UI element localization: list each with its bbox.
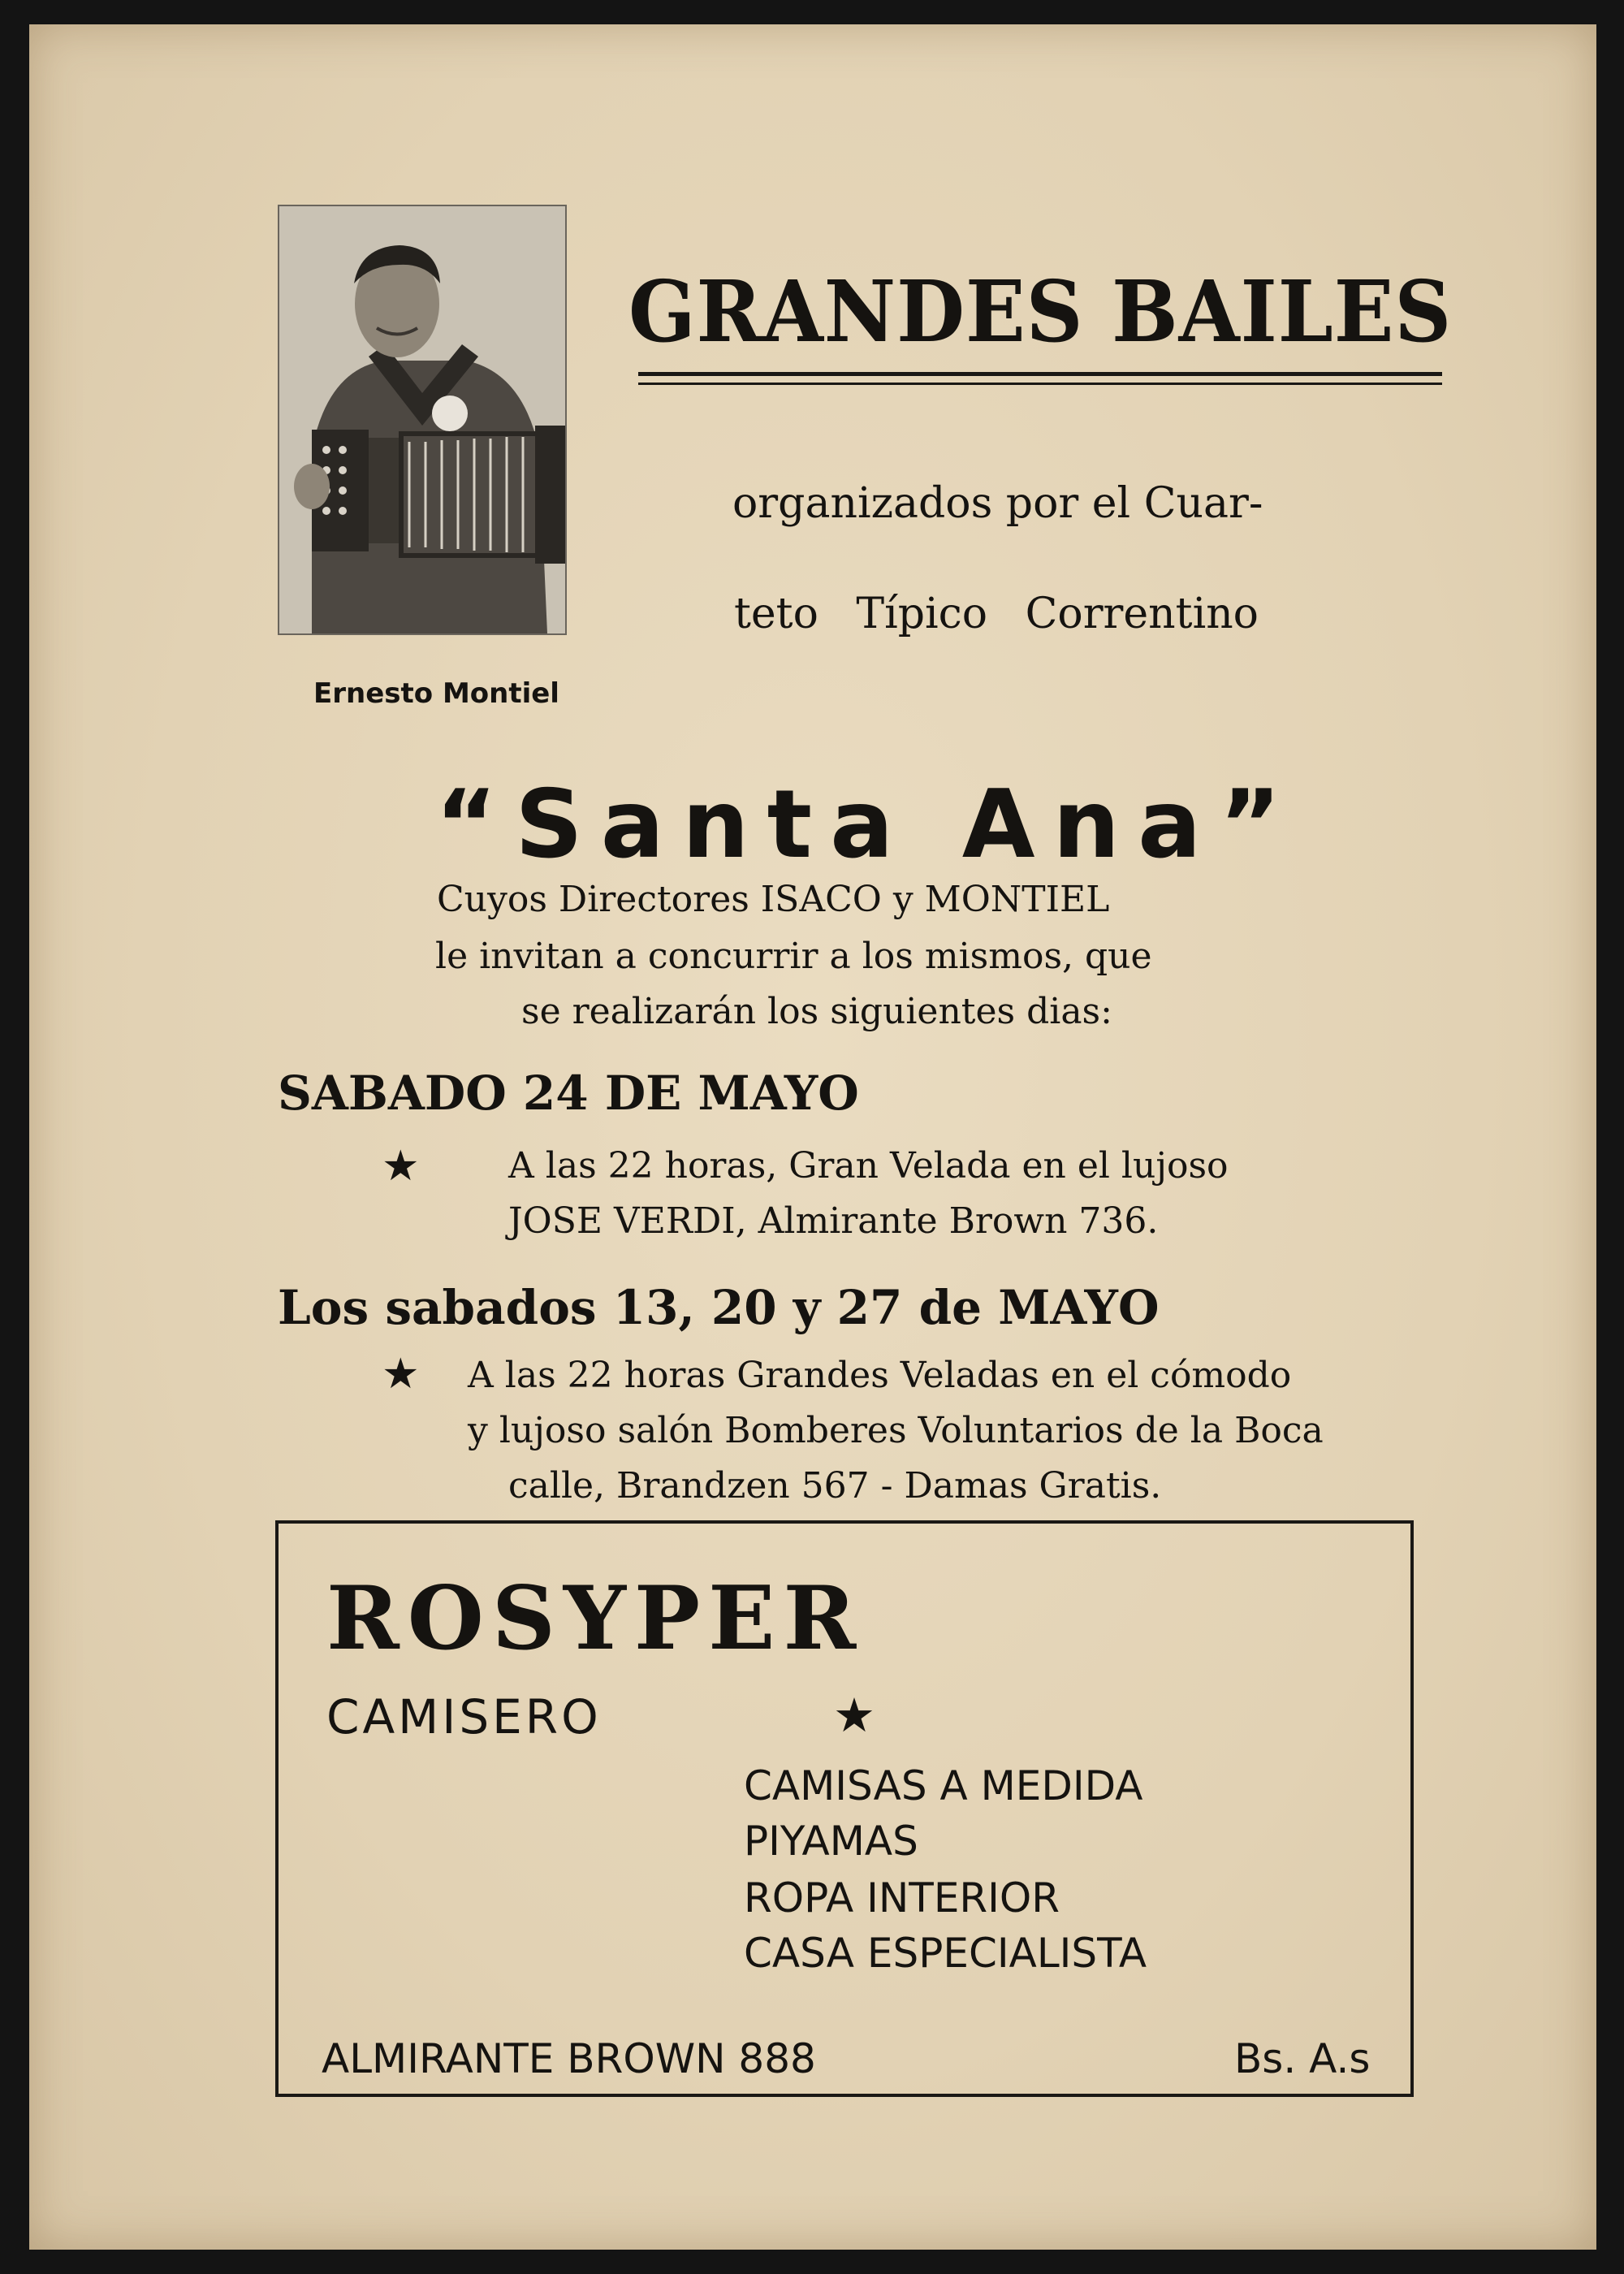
ad-address: ALMIRANTE BROWN 888 <box>322 2035 816 2082</box>
page-title: GRANDES BAILES <box>628 262 1453 361</box>
group-name: “Santa Ana” <box>435 770 1299 880</box>
printed-page <box>29 24 1596 2250</box>
ad-brand: ROSYPER <box>326 1567 865 1670</box>
ad-product-1: CAMISAS A MEDIDA <box>744 1762 1143 1809</box>
ad-subtitle: CAMISERO <box>326 1689 602 1744</box>
organizer-line-1: organizados por el Cuar- <box>732 479 1263 528</box>
title-rule-thick <box>638 372 1442 376</box>
accordion-player-photo <box>278 205 567 635</box>
event-1-line-2: JOSE VERDI, Almirante Brown 736. <box>508 1200 1159 1242</box>
organizer-line-2: teto Típico Correntino <box>734 590 1259 638</box>
event-1-line-1: A las 22 horas, Gran Velada en el lujoso <box>508 1145 1229 1187</box>
event-2-line-2: y lujoso salón Bomberes Voluntarios de la Boca <box>468 1410 1324 1451</box>
ad-city: Bs. A.s <box>1234 2035 1371 2082</box>
photo-caption: Ernesto Montiel <box>313 677 559 710</box>
event-2-date: Los sabados 13, 20 y 27 de MAYO <box>278 1280 1160 1335</box>
invitation-line-2: le invitan a concurrir a los mismos, que <box>435 936 1152 977</box>
title-rule-thin <box>638 383 1442 385</box>
star-icon: ★ <box>382 1350 420 1399</box>
invitation-line-1: Cuyos Directores ISACO y MONTIEL <box>437 879 1110 920</box>
star-icon: ★ <box>833 1688 875 1743</box>
ad-product-4: CASA ESPECIALISTA <box>744 1930 1147 1977</box>
event-2-line-3: calle, Brandzen 567 - Damas Gratis. <box>508 1465 1162 1507</box>
ad-product-2: PIYAMAS <box>744 1818 918 1865</box>
invitation-line-3: se realizarán los siguientes dias: <box>521 991 1112 1032</box>
star-icon: ★ <box>382 1142 420 1191</box>
event-2-line-1: A las 22 horas Grandes Veladas en el cómodo <box>468 1355 1292 1396</box>
ad-product-3: ROPA INTERIOR <box>744 1874 1060 1922</box>
event-1-date: SABADO 24 DE MAYO <box>278 1066 859 1121</box>
